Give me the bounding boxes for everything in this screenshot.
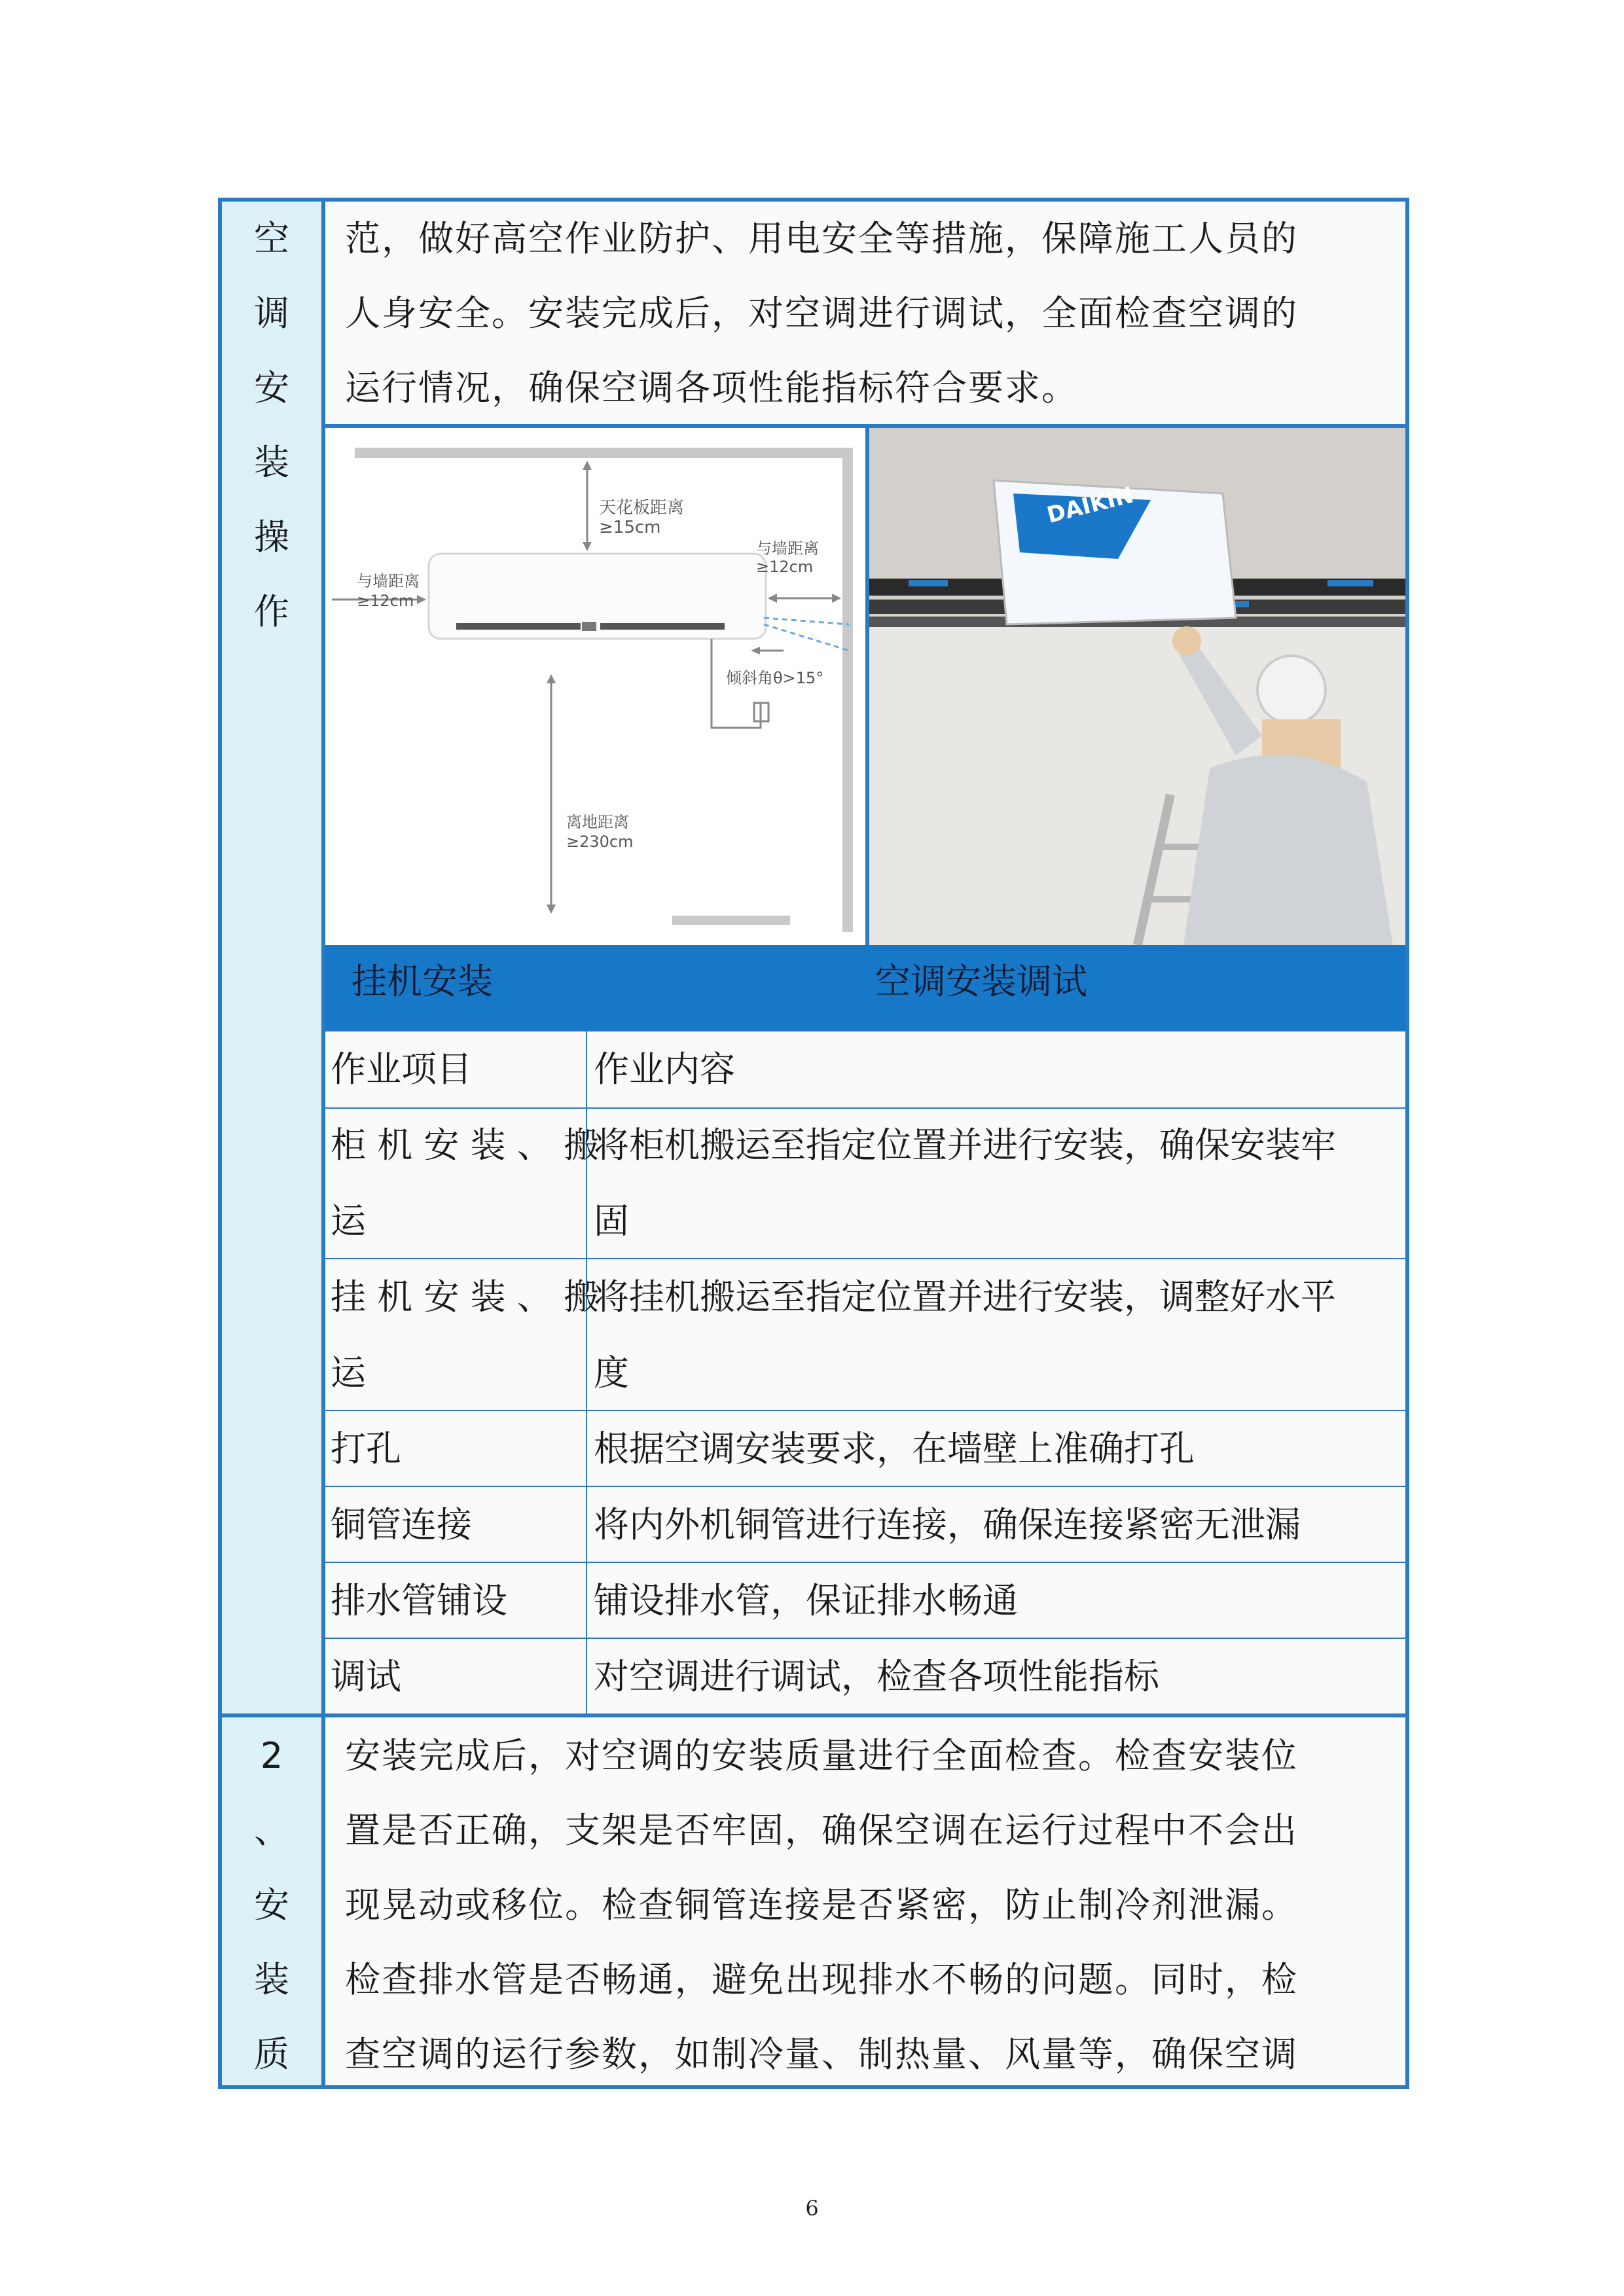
side-char: 安 [254, 367, 289, 408]
content-line: 将柜机搬运至指定位置并进行安装，确保安装牢 [594, 1124, 1336, 1166]
content-table [218, 198, 1409, 2089]
table-header-row [325, 1030, 1405, 1109]
label-floor-value: ≥230cm [566, 833, 634, 851]
label-wall-right-value: ≥12cm [756, 558, 814, 576]
side-char: 空 [254, 218, 289, 259]
content-line: 铺设排水管，保证排水畅通 [594, 1580, 1018, 1621]
content-line: 对空调进行调试，检查各项性能指标 [594, 1656, 1159, 1697]
label-wall-left-value: ≥12cm [357, 592, 414, 610]
paragraph-line: 检查排水管是否畅通，避免出现排水不畅的问题。同时，检 [345, 1959, 1298, 2000]
page-number: 6 [805, 2196, 819, 2221]
label-wall-right: 与墙距离 [756, 539, 819, 558]
side-char: 质 [254, 2034, 289, 2075]
figure-area [325, 428, 1405, 945]
header-item: 作业项目 [331, 1049, 472, 1090]
content-line: 根据空调安装要求，在墙壁上准确打孔 [594, 1428, 1195, 1469]
table-row [325, 1259, 1405, 1411]
item-line: 运 [331, 1352, 366, 1393]
item-line: 挂 机 安 装 、 搬 [331, 1276, 599, 1318]
item-line: 排水管铺设 [331, 1580, 507, 1621]
table-row [325, 1563, 1405, 1639]
side-char: 调 [254, 293, 289, 334]
section1-side-label [222, 202, 321, 649]
item-line: 铜管连接 [331, 1504, 472, 1545]
section-divider [222, 1713, 1405, 1717]
label-ceiling-value: ≥15cm [599, 518, 661, 537]
figure-caption-row [325, 945, 1405, 1030]
paragraph-line: 查空调的运行参数，如制冷量、制热量、风量等，确保空调 [345, 2034, 1298, 2075]
label-wall-left: 与墙距离 [357, 572, 420, 590]
paragraph-line: 人身安全。安装完成后，对空调进行调试，全面检查空调的 [345, 293, 1298, 334]
header-content: 作业内容 [594, 1049, 735, 1090]
item-line: 调试 [331, 1656, 401, 1697]
paragraph-line: 范，做好高空作业防护、用电安全等措施，保障施工人员的 [345, 218, 1298, 259]
label-ceiling: 天花板距离 [599, 498, 685, 518]
installation-photo [869, 428, 1405, 945]
label-floor: 离地距离 [566, 813, 629, 831]
section2-side-label [222, 1719, 321, 2092]
side-char: 2 [260, 1735, 283, 1776]
caption-left: 挂机安装 [352, 961, 493, 1002]
label-tilt: 倾斜角θ>15° [726, 669, 824, 687]
content-line: 将内外机铜管进行连接，确保连接紧密无泄漏 [594, 1504, 1301, 1545]
side-char: 装 [254, 442, 289, 483]
item-line: 运 [331, 1200, 366, 1242]
paragraph-line: 运行情况，确保空调各项性能指标符合要求。 [345, 367, 1078, 408]
item-line: 柜 机 安 装 、 搬 [331, 1124, 599, 1166]
table-row [325, 1639, 1405, 1713]
caption-right: 空调安装调试 [875, 961, 1087, 1002]
brand-logo: DAIKIN [1044, 482, 1136, 529]
section2-paragraph [345, 1719, 1379, 2092]
wall-mount-diagram [325, 428, 865, 945]
table-row [325, 1411, 1405, 1487]
content-line: 固 [594, 1200, 629, 1242]
item-line: 打孔 [331, 1428, 401, 1469]
content-line: 度 [594, 1352, 629, 1393]
table-row [325, 1487, 1405, 1563]
section1-paragraph [345, 202, 1379, 425]
side-char: 作 [254, 591, 289, 632]
side-char: 安 [254, 1884, 289, 1926]
side-char: 操 [254, 516, 289, 558]
table-row [325, 1107, 1405, 1259]
paragraph-line: 置是否正确，支架是否牢固，确保空调在运行过程中不会出 [345, 1810, 1298, 1851]
content-line: 将挂机搬运至指定位置并进行安装，调整好水平 [594, 1276, 1336, 1318]
paragraph-line: 现晃动或移位。检查铜管连接是否紧密，防止制冷剂泄漏。 [345, 1884, 1298, 1926]
side-char: 装 [254, 1959, 289, 2000]
paragraph-line: 安装完成后，对空调的安装质量进行全面检查。检查安装位 [345, 1735, 1298, 1776]
side-char: 、 [254, 1810, 289, 1851]
